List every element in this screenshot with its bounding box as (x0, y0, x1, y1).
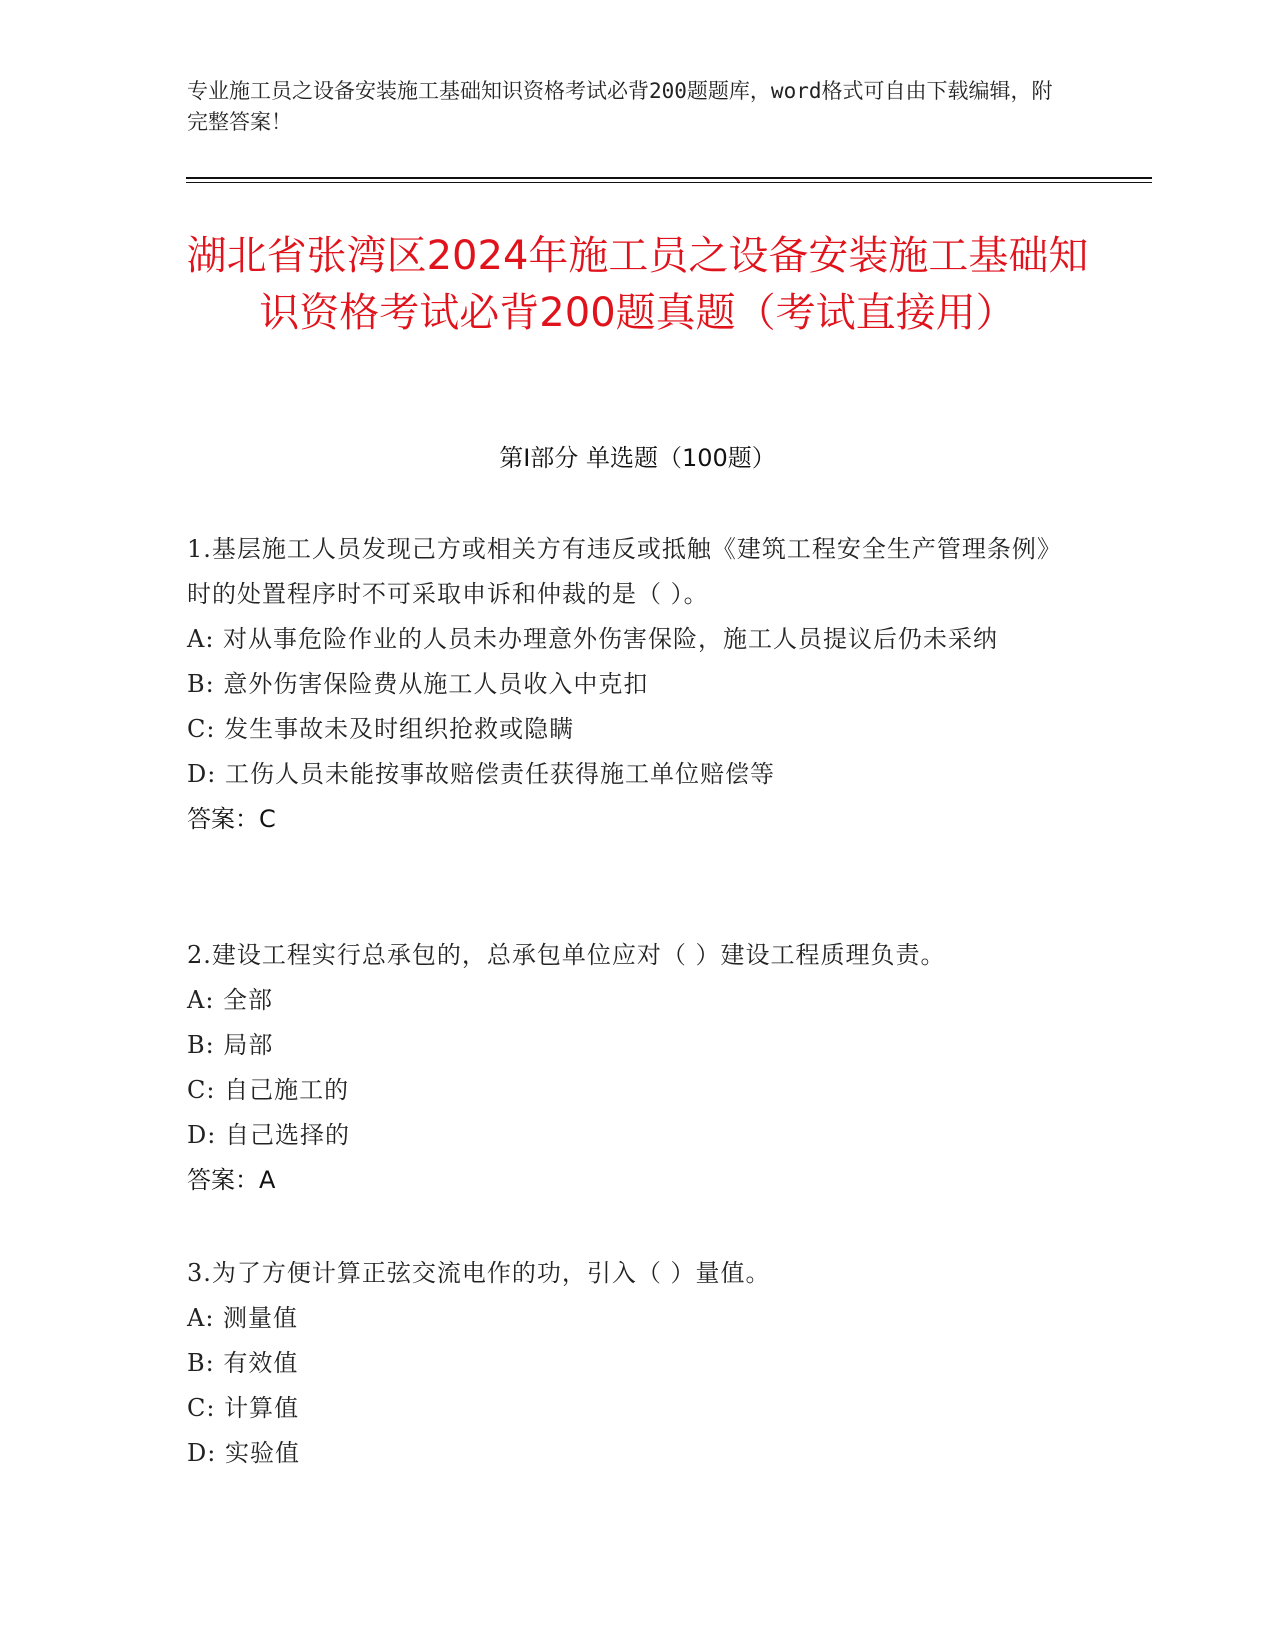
option-d: D: 工伤人员未能按事故赔偿责任获得施工单位赔偿等 (187, 760, 775, 788)
header-rule-thick (186, 177, 1152, 179)
question-stem: 1.基层施工人员发现己方或相关方有违反或抵触《建筑工程安全生产管理条例》时的处置程序时不可采取申诉和仲裁的是（ ）。 (187, 535, 1062, 608)
option-d: D: 实验值 (187, 1439, 300, 1467)
answer: 答案：A (187, 1166, 276, 1194)
header-note: 专业施工员之设备安装施工基础知识资格考试必背200题题库，word格式可自由下载编辑，附完整答案！ (187, 79, 1053, 134)
document-title: 湖北省张湾区2024年施工员之设备安装施工基础知识资格考试必背200题真题（考试直接用） (186, 233, 1089, 336)
section-heading: 第Ⅰ部分 单选题（100题） (499, 444, 776, 472)
option-c: C: 发生事故未及时组织抢救或隐瞒 (187, 715, 575, 743)
question-stem: 3.为了方便计算正弦交流电作的功，引入（ ）量值。 (187, 1259, 771, 1287)
question-stem: 2.建设工程实行总承包的，总承包单位应对（ ）建设工程质理负责。 (187, 941, 946, 969)
option-a: A: 对从事危险作业的人员未办理意外伤害保险，施工人员提议后仍未采纳 (187, 625, 999, 653)
question-1 (187, 527, 1077, 842)
option-a: A: 全部 (187, 986, 274, 1014)
option-b: B: 意外伤害保险费从施工人员收入中克扣 (187, 670, 649, 698)
question-3 (187, 1251, 1077, 1476)
header-rule-thin (186, 182, 1152, 183)
option-d: D: 自己选择的 (187, 1121, 350, 1149)
option-c: C: 自己施工的 (187, 1076, 350, 1104)
option-a: A: 测量值 (187, 1304, 299, 1332)
answer: 答案：C (187, 805, 276, 833)
question-2 (187, 933, 1077, 1203)
option-c: C: 计算值 (187, 1394, 300, 1422)
option-b: B: 局部 (187, 1031, 274, 1059)
option-b: B: 有效值 (187, 1349, 299, 1377)
